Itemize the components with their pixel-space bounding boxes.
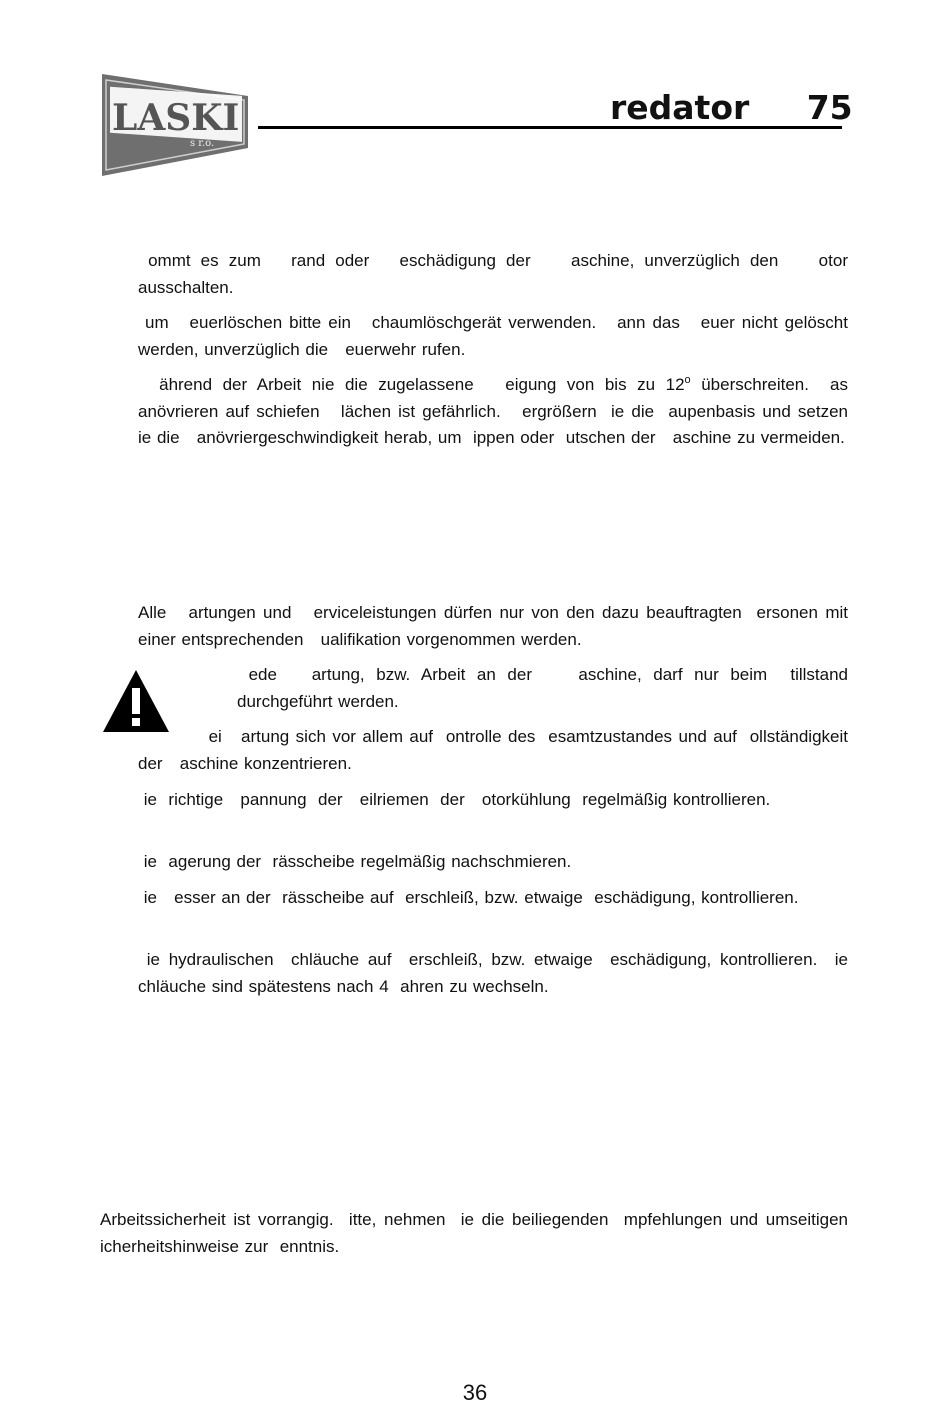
page-title: redator 75: [610, 88, 853, 127]
paragraph-general-check: ei artung sich vor allem auf ontrolle des esamtzustandes und auf ollständigkeit der aschine konzentrieren.: [138, 727, 854, 773]
svg-text:LASKI: LASKI: [112, 97, 240, 139]
paragraph-blade-wear: ie esser an der rässcheibe auf erschleiß, bzw. etwaige eschädigung, kontrollieren.: [138, 888, 799, 907]
company-logo: [100, 72, 250, 178]
svg-text:s r.o.: s r.o.: [190, 138, 215, 149]
paragraph-slope-limit: ährend der Arbeit nie die zugelassene eigung von bis zu 12$^o$ überschreiten. as anövrieren auf schiefen lächen ist gefährlich. ergrößern ie die aupenbasis und setzen ie die anövriergeschwindigkeit herab, um ippen oder utschen der aschine zu vermeiden.: [138, 374, 866, 447]
paragraph-hydraulic-hoses: ie hydraulischen chläuche auf erschleiß, bzw. etwaige eschädigung, kontrollieren. ie chläuche sind spätestens nach 4 ahren zu wechseln.: [138, 950, 860, 996]
page-number: 36: [462, 1380, 488, 1405]
paragraph-fire-shutdown: ommt es zum rand oder eschädigung der aschine, unverzüglich den otor ausschalten.: [138, 251, 854, 297]
paragraph-fire-extinguisher: um euerlöschen bitte ein chaumlöschgerät verwenden. ann das euer nicht gelöscht werden, unverzüglich die euerwehr rufen.: [138, 313, 854, 359]
paragraph-belt-tension: ie richtige pannung der eilriemen der otorkühlung regelmäßig kontrollieren.: [138, 790, 771, 809]
paragraph-safety-notice: Arbeitssicherheit ist vorrangig. itte, nehmen ie die beiliegenden mpfehlungen und umseitigen icherheitshinweise zur enntnis.: [100, 1210, 860, 1256]
paragraph-bearing-grease: ie agerung der rässcheibe regelmäßig nachschmieren.: [138, 852, 572, 871]
paragraph-qualified-service: Alle artungen und erviceleistungen dürfen nur von den dazu beauftragten ersonen mit einer entsprechenden ualifikation vorgenommen werden.: [138, 603, 854, 649]
paragraph-maintenance-standstill: ede artung, bzw. Arbeit an der aschine, darf nur beim tillstand durchgeführt werden.: [237, 665, 854, 711]
